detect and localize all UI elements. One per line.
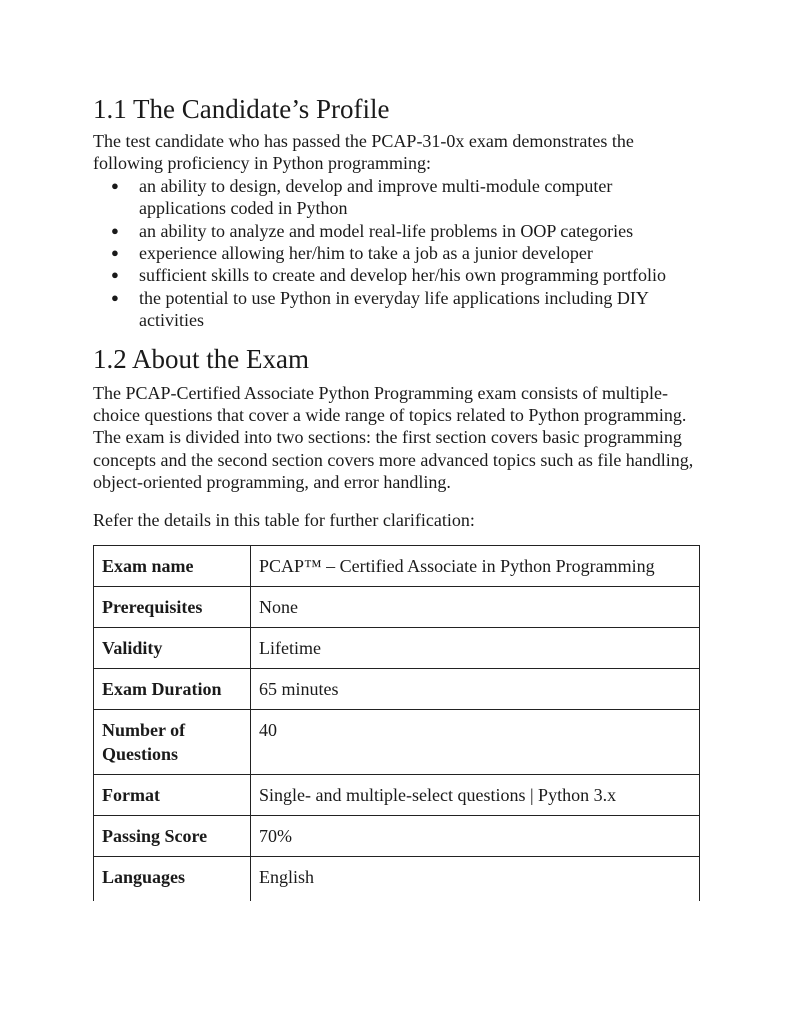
bullet-icon: ● xyxy=(111,245,119,261)
row-value-exam-duration: 65 minutes xyxy=(251,669,700,710)
table-row xyxy=(94,628,700,669)
list-item: ● sufficient skills to create and develop her/his own programming portfolio xyxy=(111,265,667,286)
row-label-exam-duration: Exam Duration xyxy=(94,669,251,710)
about-exam-paragraph: The PCAP-Certified Associate Python Programming exam consists of multiple-choice questions that cover a wide range of topics related to Python programming. The exam is divided into two sections: the first section covers basic programming concepts and the second section covers more advanced topics such as file handling, object-oriented programming, and error handling. xyxy=(93,382,694,493)
row-label-number-of-questions: Number of Questions xyxy=(94,710,251,775)
row-value-format: Single- and multiple-select questions | Python 3.x xyxy=(251,775,700,816)
list-item: ● an ability to analyze and model real-life problems in OOP categories xyxy=(111,220,634,241)
table-reference-note: Refer the details in this table for further clarification: xyxy=(93,509,475,530)
row-value-languages: English xyxy=(251,857,700,902)
bullet-icon: ● xyxy=(111,177,119,193)
row-label-validity: Validity xyxy=(94,628,251,669)
proficiency-list xyxy=(93,175,703,332)
table-row xyxy=(94,669,700,710)
document-page xyxy=(93,92,703,901)
table-row xyxy=(94,775,700,816)
bullet-icon: ● xyxy=(111,267,119,283)
table-row xyxy=(94,816,700,857)
bullet-icon: ● xyxy=(111,222,119,238)
row-label-format: Format xyxy=(94,775,251,816)
row-value-passing-score: 70% xyxy=(251,816,700,857)
candidate-profile-intro: The test candidate who has passed the PCAP-31-0x exam demonstrates the following proficiency in Python programming: xyxy=(93,131,634,174)
row-value-validity: Lifetime xyxy=(251,628,700,669)
list-item: ● the potential to use Python in everyday life applications including DIY activities xyxy=(111,287,649,331)
row-label-passing-score: Passing Score xyxy=(94,816,251,857)
row-value-prerequisites: None xyxy=(251,587,700,628)
exam-details-table xyxy=(93,545,700,901)
table-row xyxy=(94,857,700,902)
row-label-languages: Languages xyxy=(94,857,251,902)
row-label-exam-name: Exam name xyxy=(94,546,251,587)
section-heading-candidate-profile: 1.1 The Candidate’s Profile xyxy=(93,94,390,124)
list-item: ● an ability to design, develop and improve multi-module computer applications coded in Python xyxy=(111,175,613,219)
table-row xyxy=(94,546,700,587)
row-value-number-of-questions: 40 xyxy=(251,710,700,775)
list-item: ● experience allowing her/him to take a job as a junior developer xyxy=(111,243,593,264)
table-row xyxy=(94,587,700,628)
table-row xyxy=(94,710,700,775)
bullet-icon: ● xyxy=(111,289,119,305)
row-value-exam-name: PCAP™ – Certified Associate in Python Programming xyxy=(251,546,700,587)
section-heading-about-exam: 1.2 About the Exam xyxy=(93,343,309,374)
row-label-prerequisites: Prerequisites xyxy=(94,587,251,628)
